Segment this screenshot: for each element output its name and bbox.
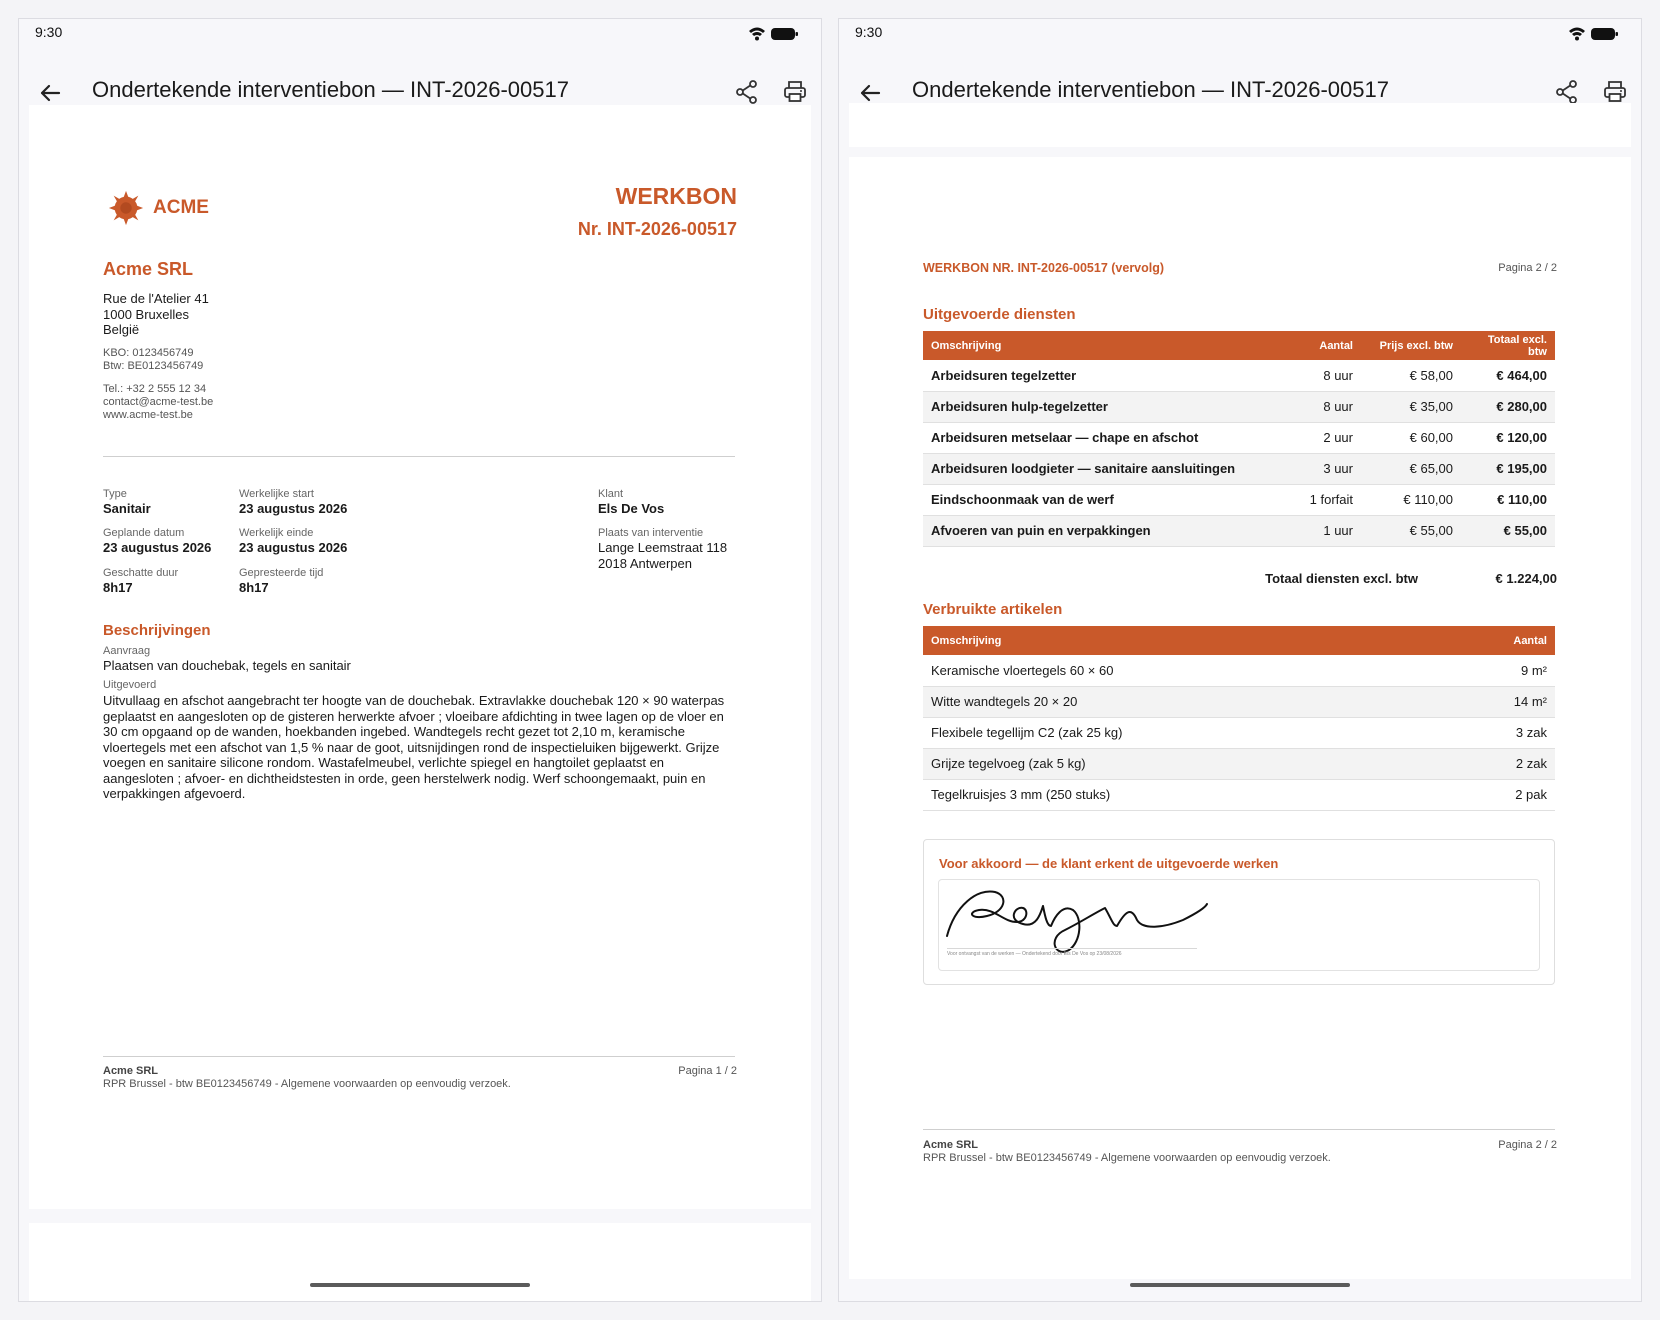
service-description: Arbeidsuren loodgieter — sanitaire aansluitingen [923, 453, 1273, 484]
table-row [923, 422, 1555, 453]
share-icon[interactable] [733, 78, 761, 106]
company-tel: Tel.: +32 2 555 12 34 [103, 383, 207, 395]
column-header: Aantal [1455, 626, 1555, 655]
table-header-row [923, 626, 1555, 655]
column-header: Omschrijving [923, 331, 1273, 360]
document-title: WERKBON [615, 183, 737, 209]
table-row [923, 360, 1555, 391]
services-total-label: Totaal diensten excl. btw [1265, 571, 1418, 586]
company-contact [103, 383, 213, 422]
field-actual-end [239, 527, 347, 555]
status-bar [839, 19, 1641, 63]
battery-icon [1591, 28, 1618, 40]
field-estimated-duration [103, 567, 178, 595]
table-row [923, 515, 1555, 546]
field-value: 2018 Antwerpen [598, 555, 692, 571]
column-header: Prijs excl. btw [1361, 331, 1461, 360]
field-value: 23 augustus 2026 [239, 501, 348, 516]
document-page-2 [849, 157, 1631, 1279]
address-line: 1000 Bruxelles [103, 306, 189, 322]
footer-legal: RPR Brussel - btw BE0123456749 - Algemene voorwaarden op eenvoudig verzoek. [103, 1078, 511, 1090]
document-page-1-preview [849, 103, 1631, 147]
signature-field[interactable] [938, 879, 1540, 971]
field-label: Werkelijk einde [239, 527, 314, 539]
service-unit-price: € 110,00 [1361, 484, 1461, 515]
column-header: Totaal excl. btw [1461, 331, 1555, 360]
service-quantity: 2 uur [1273, 422, 1361, 453]
print-icon[interactable] [1601, 78, 1629, 106]
status-time: 9:30 [855, 24, 883, 40]
footer-legal: RPR Brussel - btw BE0123456749 - Algemene voorwaarden op eenvoudig verzoek. [923, 1152, 1331, 1164]
footer-page-number: Pagina 1 / 2 [678, 1065, 737, 1077]
service-description: Arbeidsuren tegelzetter [923, 360, 1273, 391]
field-value: 8h17 [103, 580, 133, 595]
company-registration [103, 347, 203, 373]
done-text: Uitvullaag en afschot aangebracht ter hoogte van de douchebak. Extravlakke douchebak 120 × 90 waterpas geplaatst en aangesloten op de gisteren herwerkte afvoer ; vloeibare afdichting in twee lagen op de vloer en 30 cm opgaand op de wanden, hoekbanden ingebed. Wandtegels recht gezet tot 2,10 m, keramische vloertegels met een afschot van 1,5 % naar de goot, uitsnijdingen rond de inspectieluiken bijgewerkt. Grijze voegen en sanitaire silicone rondom. Wastafelmeubel, verlichte spiegel en hangtoilet geplaatst en aangesloten ; afvoer- en dichtheidstesten in orde, geen herstelwerk nodig. Werf schoongemaakt, puin en verpakkingen afgevoerd. [103, 693, 725, 801]
table-row [923, 484, 1555, 515]
field-planned-date [103, 527, 211, 555]
service-unit-price: € 60,00 [1361, 422, 1461, 453]
column-header: Omschrijving [923, 626, 1455, 655]
service-quantity: 8 uur [1273, 360, 1361, 391]
share-icon[interactable] [1553, 78, 1581, 106]
article-description: Flexibele tegellijm C2 (zak 25 kg) [923, 717, 1455, 748]
service-total: € 464,00 [1461, 360, 1555, 391]
document-page-2-preview [29, 1223, 811, 1302]
article-quantity: 3 zak [1455, 717, 1555, 748]
home-indicator[interactable] [1130, 1283, 1350, 1287]
field-label: Geplande datum [103, 527, 185, 539]
field-label: Klant [598, 488, 624, 500]
back-arrow-icon[interactable] [35, 78, 65, 108]
service-total: € 195,00 [1461, 453, 1555, 484]
handwritten-signature [943, 882, 1213, 956]
service-quantity: 3 uur [1273, 453, 1361, 484]
signature-line [947, 948, 1197, 949]
services-table [923, 331, 1555, 547]
service-quantity: 1 uur [1273, 515, 1361, 546]
field-value: 23 augustus 2026 [239, 540, 348, 555]
logo-text: ACME [153, 197, 209, 218]
footer-divider [923, 1129, 1555, 1130]
document-page-1 [29, 105, 811, 1209]
company-email: contact@acme-test.be [103, 396, 214, 408]
footer-page-number: Pagina 2 / 2 [1498, 1139, 1557, 1151]
company-btw: Btw: BE0123456749 [103, 360, 204, 372]
request-text: Plaatsen van douchebak, tegels en sanitair [103, 658, 351, 673]
company-web: www.acme-test.be [103, 409, 193, 421]
app-bar-title: Ondertekende interventiebon — INT-2026-00517 [92, 77, 569, 102]
signature-heading: Voor akkoord — de klant erkent de uitgevoerde werken [939, 856, 1279, 871]
field-actual-start [239, 488, 347, 516]
service-description: Arbeidsuren metselaar — chape en afschot [923, 422, 1273, 453]
field-value: Sanitair [103, 501, 151, 516]
article-description: Witte wandtegels 20 × 20 [923, 686, 1455, 717]
company-address [103, 291, 209, 338]
field-label: Type [103, 488, 127, 500]
table-header-row [923, 331, 1555, 360]
table-row [923, 453, 1555, 484]
service-total: € 55,00 [1461, 515, 1555, 546]
service-description: Afvoeren van puin en verpakkingen [923, 515, 1273, 546]
document-number: Nr. INT-2026-00517 [577, 219, 737, 239]
field-value: 23 augustus 2026 [103, 540, 212, 555]
service-unit-price: € 35,00 [1361, 391, 1461, 422]
company-kbo: KBO: 0123456749 [103, 347, 194, 359]
service-total: € 280,00 [1461, 391, 1555, 422]
descriptions-heading: Beschrijvingen [103, 622, 211, 639]
acme-sun-logo-icon [107, 189, 145, 227]
field-label: Plaats van interventie [598, 527, 704, 539]
article-description: Tegelkruisjes 3 mm (250 stuks) [923, 779, 1455, 810]
service-unit-price: € 58,00 [1361, 360, 1461, 391]
footer-company: Acme SRL [103, 1065, 159, 1077]
footer-divider [103, 1056, 735, 1057]
page-header-title: WERKBON NR. INT-2026-00517 (vervolg) [923, 261, 1165, 275]
service-total: € 120,00 [1461, 422, 1555, 453]
article-description: Keramische vloertegels 60 × 60 [923, 655, 1455, 686]
field-value: Lange Leemstraat 118 [598, 540, 728, 555]
device-screen-page-2 [838, 18, 1642, 1302]
service-quantity: 1 forfait [1273, 484, 1361, 515]
service-description: Arbeidsuren hulp-tegelzetter [923, 391, 1273, 422]
field-worked-time [239, 567, 323, 595]
device-screen-page-1 [18, 18, 822, 1302]
service-quantity: 8 uur [1273, 391, 1361, 422]
status-icons [747, 25, 799, 43]
request-label: Aanvraag [103, 645, 151, 657]
article-quantity: 9 m² [1455, 655, 1555, 686]
services-heading: Uitgevoerde diensten [923, 306, 1076, 323]
article-quantity: 14 m² [1455, 686, 1555, 717]
field-label: Gepresteerde tijd [239, 567, 324, 579]
signature-section [923, 839, 1555, 985]
articles-heading: Verbruikte artikelen [923, 601, 1063, 618]
print-icon[interactable] [781, 78, 809, 106]
address-line: België [103, 322, 140, 337]
company-name: Acme SRL [103, 259, 194, 279]
signature-caption: Voor ontvangst van de werken — Ondertekend door Els De Vos op 23/08/2026 [947, 951, 1122, 957]
field-value: 8h17 [239, 580, 269, 595]
wifi-icon [1569, 28, 1585, 41]
footer-company: Acme SRL [923, 1139, 979, 1151]
field-label: Geschatte duur [103, 567, 179, 579]
status-icons [1567, 25, 1619, 43]
article-description: Grijze tegelvoeg (zak 5 kg) [923, 748, 1455, 779]
article-quantity: 2 zak [1455, 748, 1555, 779]
field-value: Els De Vos [598, 501, 665, 516]
table-row [923, 748, 1555, 779]
address-line: Rue de l'Atelier 41 [103, 291, 209, 306]
service-unit-price: € 55,00 [1361, 515, 1461, 546]
articles-table [923, 626, 1555, 811]
service-total: € 110,00 [1461, 484, 1555, 515]
table-row [923, 655, 1555, 686]
field-client [598, 488, 664, 516]
service-unit-price: € 65,00 [1361, 453, 1461, 484]
field-type [103, 488, 151, 516]
wifi-icon [749, 28, 765, 41]
page-header-number: Pagina 2 / 2 [1498, 262, 1557, 274]
table-row [923, 391, 1555, 422]
divider [103, 456, 735, 457]
home-indicator[interactable] [310, 1283, 530, 1287]
battery-icon [771, 28, 798, 40]
app-bar-title: Ondertekende interventiebon — INT-2026-00517 [912, 77, 1389, 102]
table-row [923, 686, 1555, 717]
column-header: Aantal [1273, 331, 1361, 360]
services-total-value: € 1.224,00 [1495, 571, 1557, 586]
status-time: 9:30 [35, 24, 63, 40]
done-label: Uitgevoerd [103, 679, 157, 691]
field-intervention-place [598, 527, 727, 571]
status-bar [19, 19, 821, 63]
field-label: Werkelijke start [239, 488, 314, 500]
table-row [923, 717, 1555, 748]
table-row [923, 779, 1555, 810]
service-description: Eindschoonmaak van de werf [923, 484, 1273, 515]
article-quantity: 2 pak [1455, 779, 1555, 810]
